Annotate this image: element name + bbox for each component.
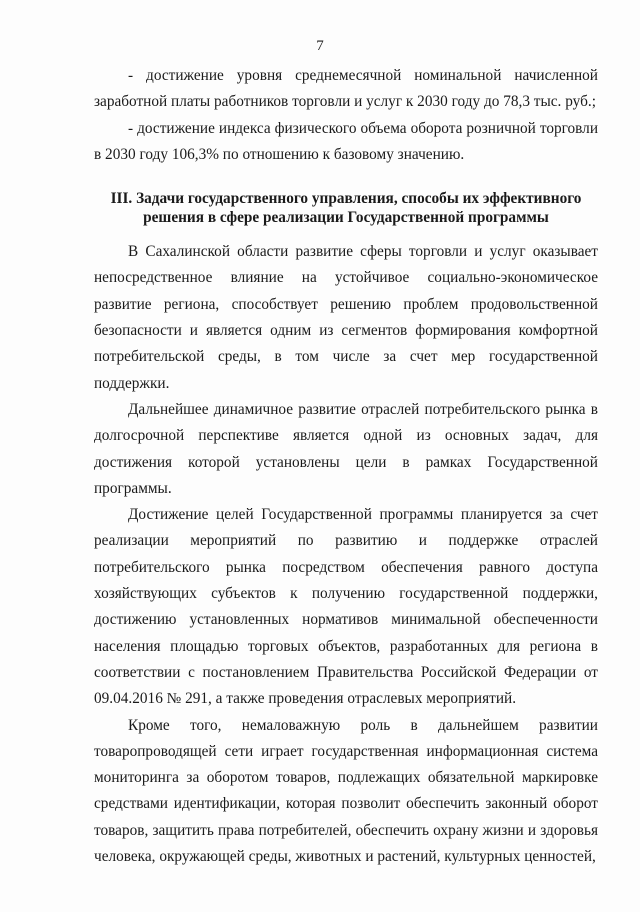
body-paragraph: Кроме того, немаловажную роль в дальнейшем развитии товаропроводящей сети играет государственная информационная система мониторинга за оборотом товаров, подлежащих обязательной маркировке средствами идентификации, которая позволит обеспечить законный оборот товаров, защитить права потребителей, обеспечить охрану жизни и здоровья человека, окружающей среды, животных и растений, культурных ценностей, bbox=[94, 716, 598, 866]
body-paragraph: В Сахалинской области развитие сферы торговли и услуг оказывает непосредственное влияние на устойчивое социально-экономическое развитие региона, способствует решению проблем продовольственной безопасности и является одним из сегментов формирования комфортной потребительской среды, в том числе за счет мер государственной поддержки. bbox=[94, 243, 598, 392]
section-heading: III. Задачи государственного управления, способы их эффективного решения в сфере реализации Государственной программы bbox=[110, 190, 582, 226]
document-body bbox=[94, 63, 598, 870]
body-paragraph: Дальнейшее динамичное развитие отраслей потребительского рынка в долгосрочной перспективе является одной из основных задач, для достижения которой установлены цели в рамках Государственной программы. bbox=[94, 400, 598, 497]
body-paragraph: Достижение целей Государственной программы планируется за счет реализации мероприятий по развитию и поддержке отраслей потребительского рынка посредством обеспечения равного доступа хозяйствующих субъектов к получению государственной поддержки, достижению установленных нормативов минимальной обеспеченности населения площадью торговых объектов, разработанных для региона в соответствии с постановлением Правительства Российской Федерации от 09.04.2016 № 291, а также проведения отраслевых мероприятий. bbox=[94, 506, 598, 708]
list-item-retail-index-target: - достижение индекса физического объема оборота розничной торговли в 2030 году 106,3% по отношению к базовому значению. bbox=[94, 119, 598, 163]
page-number: 7 bbox=[316, 38, 324, 54]
list-item-wage-target: - достижение уровня среднемесячной номинальной начисленной заработной платы работников торговли и услуг к 2030 году до 78,3 тыс. руб.; bbox=[94, 67, 598, 111]
